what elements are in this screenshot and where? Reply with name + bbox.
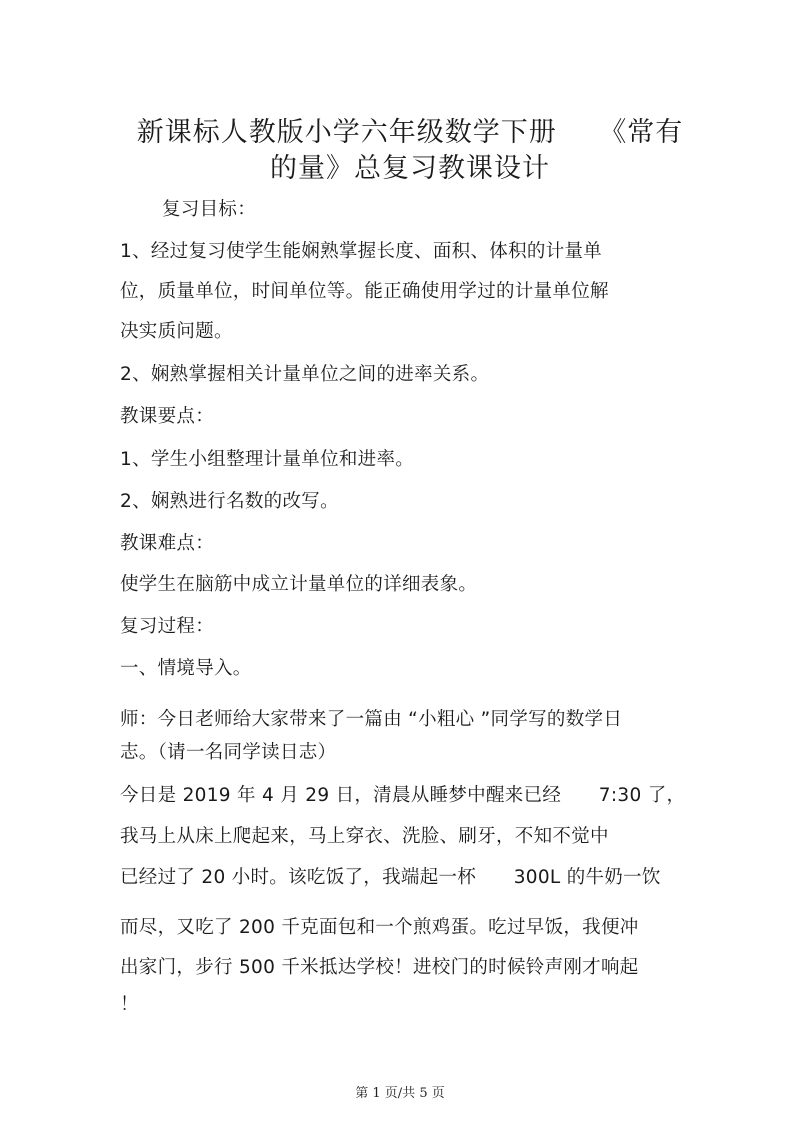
paragraph-line: 师：今日老师给大家带来了一篇由 “小粗心 ”同学写的数学日 [120,709,623,730]
section-heading-review-process: 复习过程： [120,616,215,637]
paragraph-line: 2、娴熟掌握相关计量单位之间的进率关系。 [120,364,490,385]
section-heading-difficulties: 教课难点： [120,533,215,554]
paragraph-line: 出家门，步行 500 千米抵达学校！进校门的时候铃声刚才响起 [120,957,639,978]
paragraph-line: 而尽，又吃了 200 千克面包和一个煎鸡蛋。吃过早饭，我便冲 [120,917,639,938]
paragraph-line: 一、情境导入。 [120,658,252,679]
paragraph-line: 2、娴熟进行名数的改写。 [120,491,339,512]
section-heading-key-points: 教课要点： [120,406,215,427]
paragraph-line: 1、经过复习使学生能娴熟掌握长度、面积、体积的计量单 [120,241,603,262]
page-number-footer: 第 1 页/共 5 页 [355,1086,445,1101]
paragraph-line: 今日是 2019 年 4 月 29 日，清晨从睡梦中醒来已经 7:30 了， [120,785,686,806]
paragraph-line: 已经过了 20 小时。该吃饭了，我端起一杯 300L 的牛奶一饮 [120,867,661,888]
paragraph-line: 决实质问题。 [120,321,233,342]
paragraph-line: 1、学生小组整理计量单位和进率。 [120,449,415,470]
paragraph-line: 志。（请一名同学读日志） [120,742,337,763]
document-title-line-2: 的量》总复习教课设计 [270,153,550,184]
paragraph-line: 我马上从床上爬起来，马上穿衣、洗脸、刷牙，不知不觉中 [120,826,609,847]
paragraph-line: ！ [120,994,139,1015]
document-title-line-1: 新课标人教版小学六年级数学下册 《常有 [136,117,684,148]
section-heading-review-goals: 复习目标： [162,199,257,220]
paragraph-line: 位，质量单位，时间单位等。能正确使用学过的计量单位解 [120,281,609,302]
paragraph-line: 使学生在脑筋中成立计量单位的详细表象。 [120,574,478,595]
